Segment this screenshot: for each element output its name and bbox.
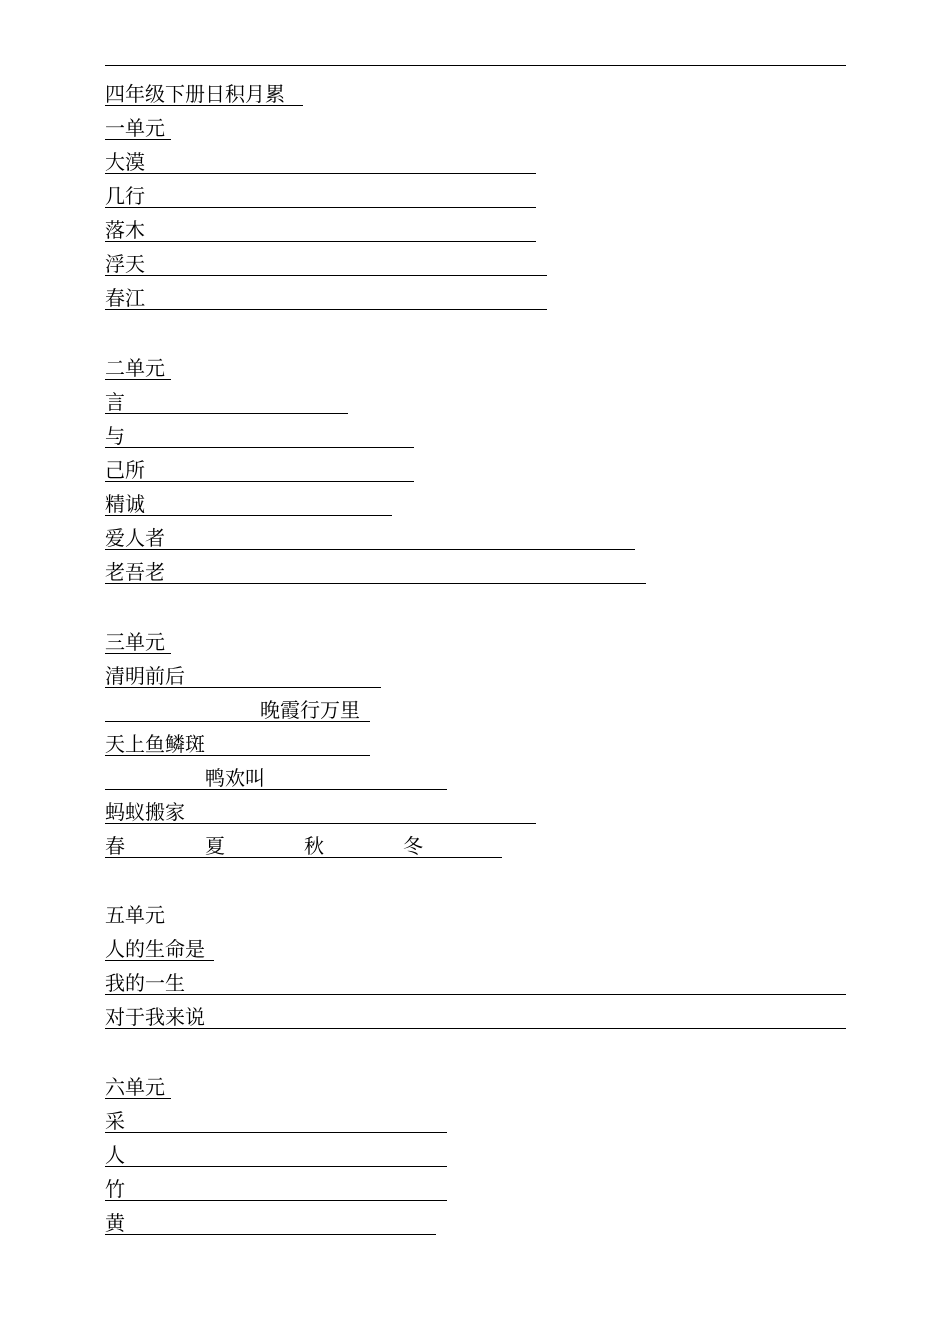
unit3-seasons bbox=[105, 829, 505, 863]
answer-blank bbox=[105, 207, 536, 208]
answer-blank bbox=[105, 789, 447, 790]
answer-blank bbox=[105, 241, 536, 242]
unit2-item: 精诚 bbox=[105, 487, 400, 521]
unit5-heading: 五单元 bbox=[105, 903, 165, 927]
unit3-item: 清明前后 bbox=[105, 659, 385, 693]
answer-blank bbox=[105, 1200, 447, 1201]
unit2-heading: 二单元 bbox=[105, 351, 175, 385]
unit2-item: 爱人者 bbox=[105, 521, 640, 555]
answer-blank bbox=[105, 481, 414, 482]
unit1-heading: 一单元 bbox=[105, 111, 175, 145]
answer-blank bbox=[105, 1234, 436, 1235]
unit6-item: 采 bbox=[105, 1104, 450, 1138]
answer-blank bbox=[105, 413, 348, 414]
unit1-item: 大漠 bbox=[105, 145, 545, 179]
unit6-item: 人 bbox=[105, 1138, 450, 1172]
answer-blank bbox=[105, 721, 370, 722]
answer-blank bbox=[105, 755, 370, 756]
answer-blank bbox=[105, 687, 381, 688]
answer-blank bbox=[105, 583, 646, 584]
unit1-item: 几行 bbox=[105, 179, 545, 213]
answer-blank bbox=[105, 275, 547, 276]
unit1-item: 春江 bbox=[105, 281, 555, 315]
unit6-heading: 六单元 bbox=[105, 1070, 175, 1104]
answer-blank bbox=[105, 173, 536, 174]
unit1-item: 落木 bbox=[105, 213, 545, 247]
worksheet-title: 四年级下册日积月累 bbox=[105, 77, 305, 111]
unit1-item: 浮天 bbox=[105, 247, 555, 281]
season-autumn: 秋 bbox=[304, 834, 324, 858]
answer-blank bbox=[105, 857, 502, 858]
unit2-item: 老吾老 bbox=[105, 555, 650, 589]
unit6-item: 黄 bbox=[105, 1206, 440, 1240]
unit3-heading: 三单元 bbox=[105, 625, 175, 659]
unit3-item: 鸭欢叫 bbox=[105, 761, 450, 795]
season-summer: 夏 bbox=[205, 834, 225, 858]
answer-blank bbox=[105, 1166, 447, 1167]
answer-blank bbox=[105, 1028, 846, 1029]
answer-blank bbox=[105, 1132, 447, 1133]
unit3-item: 天上鱼鳞斑 bbox=[105, 727, 375, 761]
unit2-item: 与 bbox=[105, 419, 420, 453]
answer-blank bbox=[105, 994, 846, 995]
unit5-item: 我的一生 bbox=[105, 966, 847, 1000]
unit5-item: 对于我来说 bbox=[105, 1000, 847, 1034]
answer-blank bbox=[105, 309, 547, 310]
unit2-item: 己所 bbox=[105, 453, 420, 487]
answer-blank bbox=[105, 549, 635, 550]
unit3-item: 蚂蚁搬家 bbox=[105, 795, 540, 829]
unit2-item: 言 bbox=[105, 385, 355, 419]
title-underline bbox=[105, 105, 303, 106]
unit3-item: 晚霞行万里 bbox=[105, 693, 375, 727]
answer-blank bbox=[105, 447, 414, 448]
answer-blank bbox=[105, 823, 536, 824]
season-winter: 冬 bbox=[403, 834, 423, 858]
season-spring: 春 bbox=[105, 834, 125, 858]
answer-blank bbox=[105, 515, 392, 516]
top-rule bbox=[105, 65, 846, 66]
unit6-item: 竹 bbox=[105, 1172, 450, 1206]
unit5-item: 人的生命是 bbox=[105, 932, 220, 966]
